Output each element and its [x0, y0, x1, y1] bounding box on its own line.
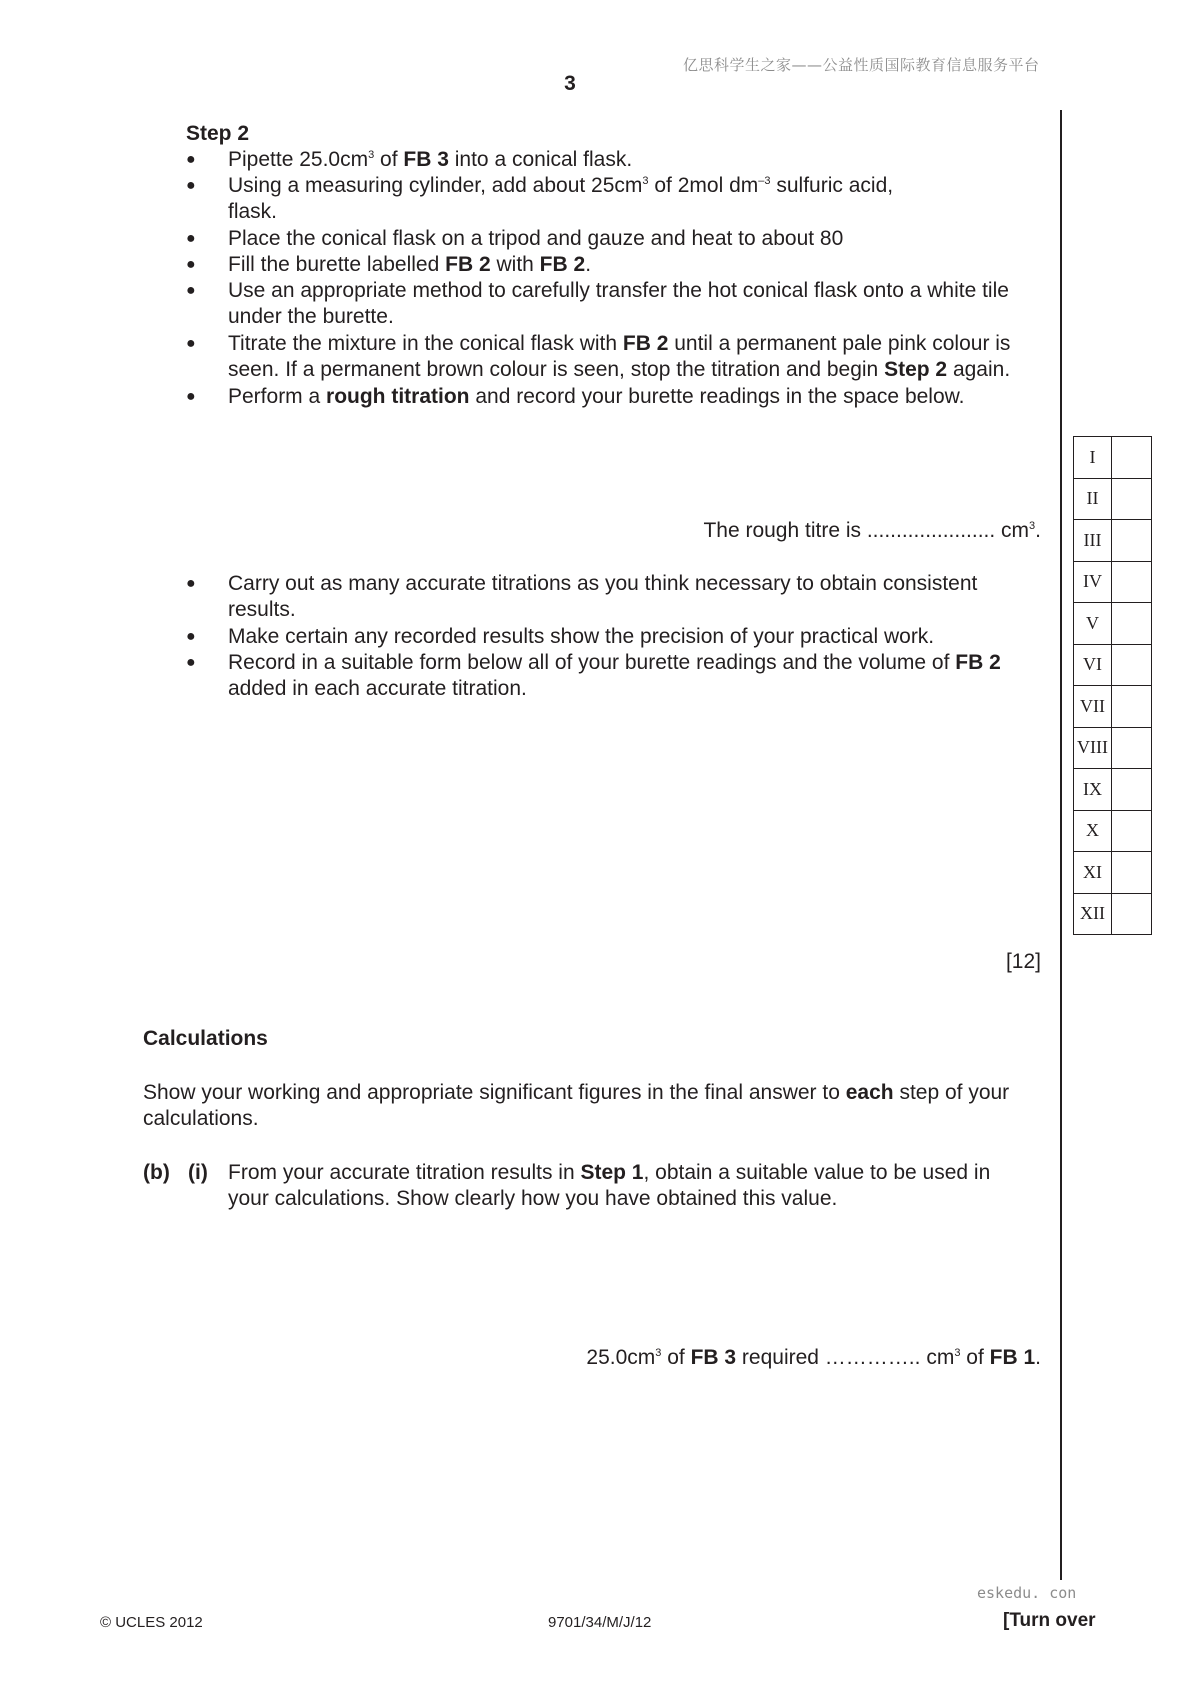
examiner-mark-grid — [1073, 436, 1152, 935]
step2-bullet-4: Fill the burette labelled FB 2 with FB 2. — [228, 253, 592, 276]
page-number: 3 — [564, 72, 576, 95]
step2-bullet-5: Use an appropriate method to carefully transfer the hot conical flask onto a white tile under the burette. — [228, 279, 1009, 328]
calculations-heading: Calculations — [143, 1027, 268, 1050]
bullet-icon: ● — [186, 628, 196, 645]
grid-label: IX — [1074, 769, 1112, 811]
b-i-answer-line: $25.0cm^3$ of FB 3 required ………….. $cm^3$ of FB 1. — [586, 1346, 1041, 1369]
question-b-label: (b) — [143, 1161, 170, 1184]
grid-mark-box[interactable] — [1112, 520, 1152, 562]
bullet-icon: ● — [186, 654, 196, 671]
grid-mark-box[interactable] — [1112, 644, 1152, 686]
step2-bullet-3: Place the conical flask on a tripod and gauze and heat to about 80 — [228, 227, 844, 250]
grid-label: VII — [1074, 686, 1112, 728]
grid-label: V — [1074, 603, 1112, 645]
bullet-icon: ● — [186, 151, 196, 168]
question-b-i-label: (i) — [188, 1161, 208, 1184]
grid-mark-box[interactable] — [1112, 603, 1152, 645]
grid-label: II — [1074, 478, 1112, 520]
grid-mark-box[interactable] — [1112, 561, 1152, 603]
grid-label: VIII — [1074, 727, 1112, 769]
grid-mark-box[interactable] — [1112, 727, 1152, 769]
bullet-icon: ● — [186, 335, 196, 352]
grid-mark-box[interactable] — [1112, 769, 1152, 811]
grid-mark-box[interactable] — [1112, 810, 1152, 852]
bullet-icon: ● — [186, 282, 196, 299]
step2-bullet-2: Using a measuring cylinder, add about $25cm^3$ of 2mol $dm^{-3}$ sulfuric acid, flask. — [228, 174, 894, 223]
turn-over: [Turn over — [1003, 1610, 1096, 1631]
grid-mark-box[interactable] — [1112, 893, 1152, 935]
step2-bullet-1: Pipette $25.0cm^3$ of FB 3 into a conical flask. — [228, 148, 633, 171]
grid-label: IV — [1074, 561, 1112, 603]
grid-mark-box[interactable] — [1112, 852, 1152, 894]
grid-mark-box[interactable] — [1112, 478, 1152, 520]
grid-label: XI — [1074, 852, 1112, 894]
grid-label: XII — [1074, 893, 1112, 935]
grid-label: VI — [1074, 644, 1112, 686]
step2-bullet-7: Perform a rough titration and record your burette readings in the space below. — [228, 385, 965, 408]
question-b-i-text: From your accurate titration results in Step 1, obtain a suitable value to be used in your calculations. Show clearly how you have obtained this value. — [228, 1161, 991, 1210]
grid-mark-box[interactable] — [1112, 686, 1152, 728]
grid-label: III — [1074, 520, 1112, 562]
accurate-bullet-2: Make certain any recorded results show the precision of your practical work. — [228, 625, 935, 648]
bullet-icon: ● — [186, 388, 196, 405]
calculations-intro: Show your working and appropriate significant figures in the final answer to each step of your calculations. — [143, 1081, 1010, 1130]
paper-code: 9701/34/M/J/12 — [548, 1614, 652, 1631]
grid-mark-box[interactable] — [1112, 437, 1152, 479]
bullet-icon: ● — [186, 177, 196, 194]
accurate-bullet-1: Carry out as many accurate titrations as you think necessary to obtain consistent results. — [228, 572, 978, 621]
bullet-icon: ● — [186, 575, 196, 592]
marks-total: [12] — [1005, 950, 1041, 973]
bullet-icon: ● — [186, 230, 196, 247]
watermark-footer: eskedu. con — [977, 1584, 1077, 1602]
copyright: © UCLES 2012 — [100, 1614, 203, 1631]
watermark-header: 亿思科学生之家——公益性质国际教育信息服务平台 — [683, 56, 1040, 74]
bullet-icon: ● — [186, 256, 196, 273]
grid-label: X — [1074, 810, 1112, 852]
accurate-bullet-3: Record in a suitable form below all of your burette readings and the volume of FB 2 added in each accurate titration. — [228, 651, 1001, 700]
step2-heading: Step 2 — [186, 122, 250, 145]
rough-titre-answer-line: The rough titre is ...................... $cm^3$. — [703, 519, 1041, 542]
grid-label: I — [1074, 437, 1112, 479]
margin-rule — [1060, 110, 1062, 1580]
step2-bullet-6: Titrate the mixture in the conical flask with FB 2 until a permanent pale pink colour is seen. If a permanent brown colour is seen, stop the titration and begin Step 2 again. — [228, 332, 1011, 381]
